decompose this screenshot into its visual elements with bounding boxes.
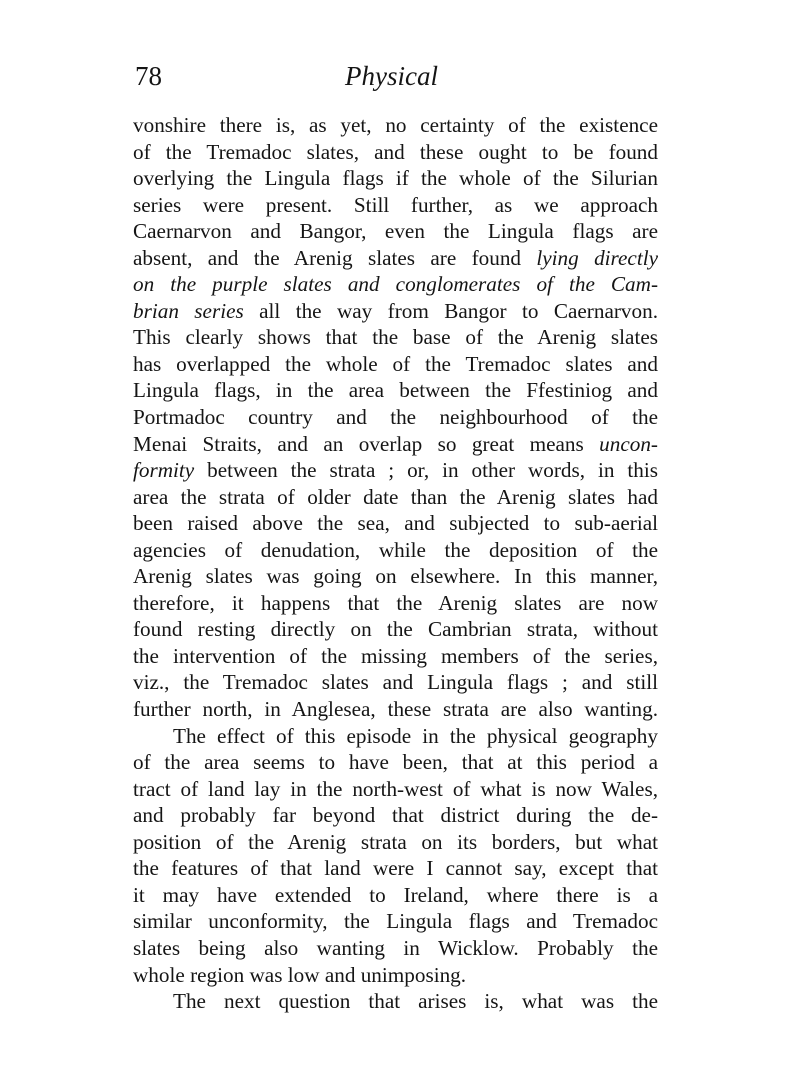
body-text (133, 112, 658, 1015)
text-line: Caernarvon and Bangor, even the Lingula flags are (133, 219, 658, 244)
text-line: The effect of this episode in the physical geography (173, 723, 658, 748)
text-line: The next question that arises is, what was the (173, 989, 658, 1014)
paragraph-3 (133, 988, 658, 1015)
text-line: whole region was low and unimposing. (133, 962, 467, 987)
text-line: vonshire there is, as yet, no certainty of the existence (133, 113, 658, 137)
text-line: the features of that land were I cannot say, except that (133, 856, 658, 881)
text-line: has overlapped the whole of the Tremadoc slates and (133, 351, 658, 376)
book-page (133, 60, 658, 1015)
text-line: Menai Straits, and an overlap so great means uncon- (133, 431, 658, 456)
italic-phrase: lying directly (536, 245, 658, 270)
text-line: tract of land lay in the north-west of what is now Wales, (133, 776, 658, 801)
text-line: been raised above the sea, and subjected to sub-aerial (133, 511, 658, 536)
text-line: Portmadoc country and the neighbourhood of the (133, 405, 658, 430)
text-line: and probably far beyond that district during the de- (133, 803, 658, 828)
text-line: of the Tremadoc slates, and these ought to be found (133, 139, 658, 164)
paragraph-1 (133, 112, 658, 723)
text-line: further north, in Anglesea, these strata are also wanting. (133, 697, 658, 722)
page-header (133, 60, 658, 102)
text-line: position of the Arenig strata on its borders, but what (133, 829, 658, 854)
italic-phrase: on the purple slates and conglomerates of the Cam- (133, 272, 658, 297)
text-line: formity between the strata ; or, in other words, in this (133, 458, 658, 483)
text-line: agencies of denudation, while the deposition of the (133, 537, 658, 562)
running-head: Physical (345, 61, 438, 91)
text-line: Arenig slates was going on elsewhere. In this manner, (133, 564, 658, 589)
italic-phrase: brian series (133, 298, 244, 323)
text-line: overlying the Lingula flags if the whole of the Silurian (133, 166, 658, 191)
text-line: of the area seems to have been, that at this period a (133, 750, 658, 775)
page-number: 78 (135, 61, 162, 91)
text-line: viz., the Tremadoc slates and Lingula flags ; and still (133, 670, 658, 695)
text-line: area the strata of older date than the Arenig slates had (133, 484, 658, 509)
text-line: This clearly shows that the base of the Arenig slates (133, 325, 658, 350)
text-line: Lingula flags, in the area between the Ffestiniog and (133, 378, 658, 403)
text-line: the intervention of the missing members of the series, (133, 643, 658, 668)
italic-phrase: uncon- (599, 431, 658, 456)
text-line: absent, and the Arenig slates are found lying directly (133, 245, 658, 270)
text-line: series were present. Still further, as we approach (133, 192, 658, 217)
text-line: brian series all the way from Bangor to Caernarvon. (133, 298, 658, 323)
text-line: it may have extended to Ireland, where there is a (133, 882, 658, 907)
paragraph-2 (133, 723, 658, 988)
text-line: found resting directly on the Cambrian strata, without (133, 617, 658, 642)
text-line: therefore, it happens that the Arenig slates are now (133, 590, 658, 615)
text-line: slates being also wanting in Wicklow. Probably the (133, 935, 658, 960)
text-line (133, 271, 658, 298)
italic-phrase: formity (133, 458, 195, 483)
text-line: similar unconformity, the Lingula flags and Tremadoc (133, 909, 658, 934)
